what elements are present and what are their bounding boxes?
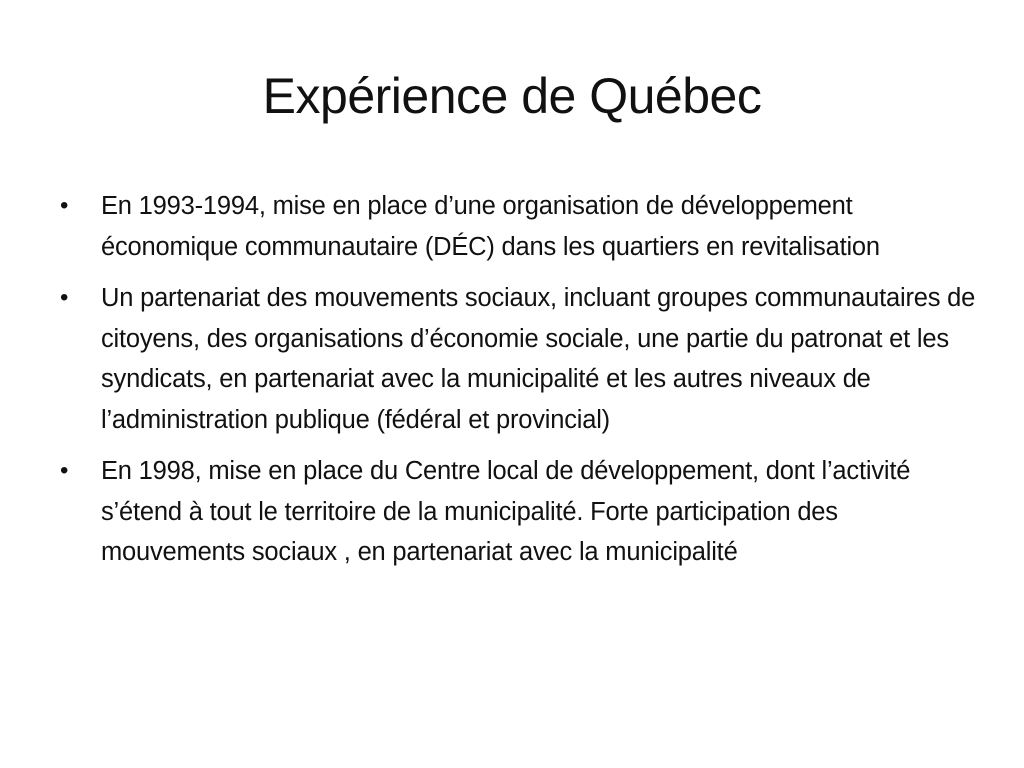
bullet-text: En 1993-1994, mise en place d’une organisation de développement économique communautaire (DÉC) dans les quartiers en revitalisation [101,192,880,261]
slide-title: Expérience de Québec [262,68,762,124]
bullet-icon: • [60,192,69,219]
bullet-text: En 1998, mise en place du Centre local de développement, dont l’activité s’étend à tout le territoire de la municipalité. Forte participation des mouvements sociaux , en partenariat avec la municipalité [101,457,911,566]
bullet-item-3 [56,451,976,573]
bullet-icon: • [60,284,69,311]
bullet-item-2 [56,278,976,440]
bullet-list [56,186,976,584]
bullet-item-1 [56,186,976,267]
bullet-icon: • [60,457,69,484]
bullet-text: Un partenariat des mouvements sociaux, incluant groupes communautaires de citoyens, des organisations d’économie sociale, une partie du patronat et les syndicats, en partenariat avec la municipalité et les autres niveaux de l’administration publique (fédéral et provincial) [101,284,976,434]
